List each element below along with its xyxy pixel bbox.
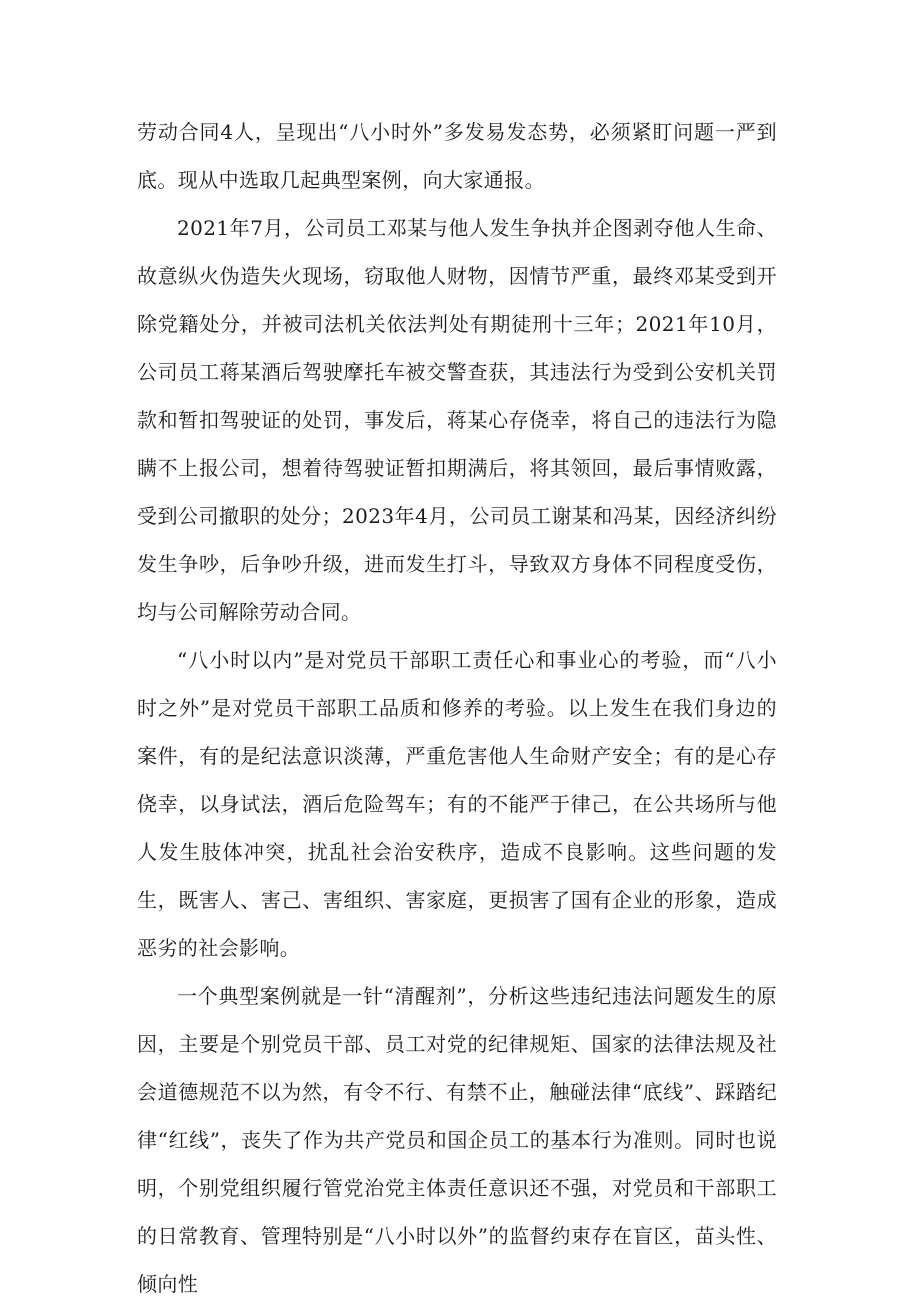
paragraph-causes: 一个典型案例就是一针“清醒剂”，分析这些违纪违法问题发生的原因，主要是个别党员干部、员工对党的纪律规矩、国家的法律法规及社会道德规范不以为然，有令不行、有禁不止，触碰法律“底线”、踩踏纪律“红线”，丧失了作为共产党员和国企员工的基本行为准则。同时也说明，个别党组织履行管党治党主体责任意识还不强，对党员和干部职工的日常教育、管理特别是“八小时以外”的监督约束存在盲区，苗头性、倾向性 bbox=[137, 984, 777, 1296]
paragraph-analysis: “八小时以内”是对党员干部职工责任心和事业心的考验，而“八小时之外”是对党员干部职工品质和修养的考验。以上发生在我们身边的案件，有的是纪法意识淡薄，严重危害他人生命财产安全；有的是心存侥幸，以身试法，酒后危险驾车；有的不能严于律己，在公共场所与他人发生肢体冲突，扰乱社会治安秩序，造成不良影响。这些问题的发生，既害人、害己、害组织、害家庭，更损害了国有企业的形象，造成恶劣的社会影响。 bbox=[137, 648, 777, 960]
document-body bbox=[137, 108, 777, 1308]
paragraph-continuation: 劳动合同4人，呈现出“八小时外”多发易发态势，必须紧盯问题一严到底。现从中选取几起典型案例，向大家通报。 bbox=[137, 120, 777, 192]
paragraph-cases: 2021年7月，公司员工邓某与他人发生争执并企图剥夺他人生命、故意纵火伪造失火现场，窃取他人财物，因情节严重，最终邓某受到开除党籍处分，并被司法机关依法判处有期徒刑十三年；2021年10月，公司员工蒋某酒后驾驶摩托车被交警查获，其违法行为受到公安机关罚款和暂扣驾驶证的处罚，事发后，蒋某心存侥幸，将自己的违法行为隐瞒不上报公司，想着待驾驶证暂扣期满后，将其领回，最后事情败露，受到公司撤职的处分；2023年4月，公司员工谢某和冯某，因经济纠纷发生争吵，后争吵升级，进而发生打斗，导致双方身体不同程度受伤，均与公司解除劳动合同。 bbox=[137, 216, 777, 624]
